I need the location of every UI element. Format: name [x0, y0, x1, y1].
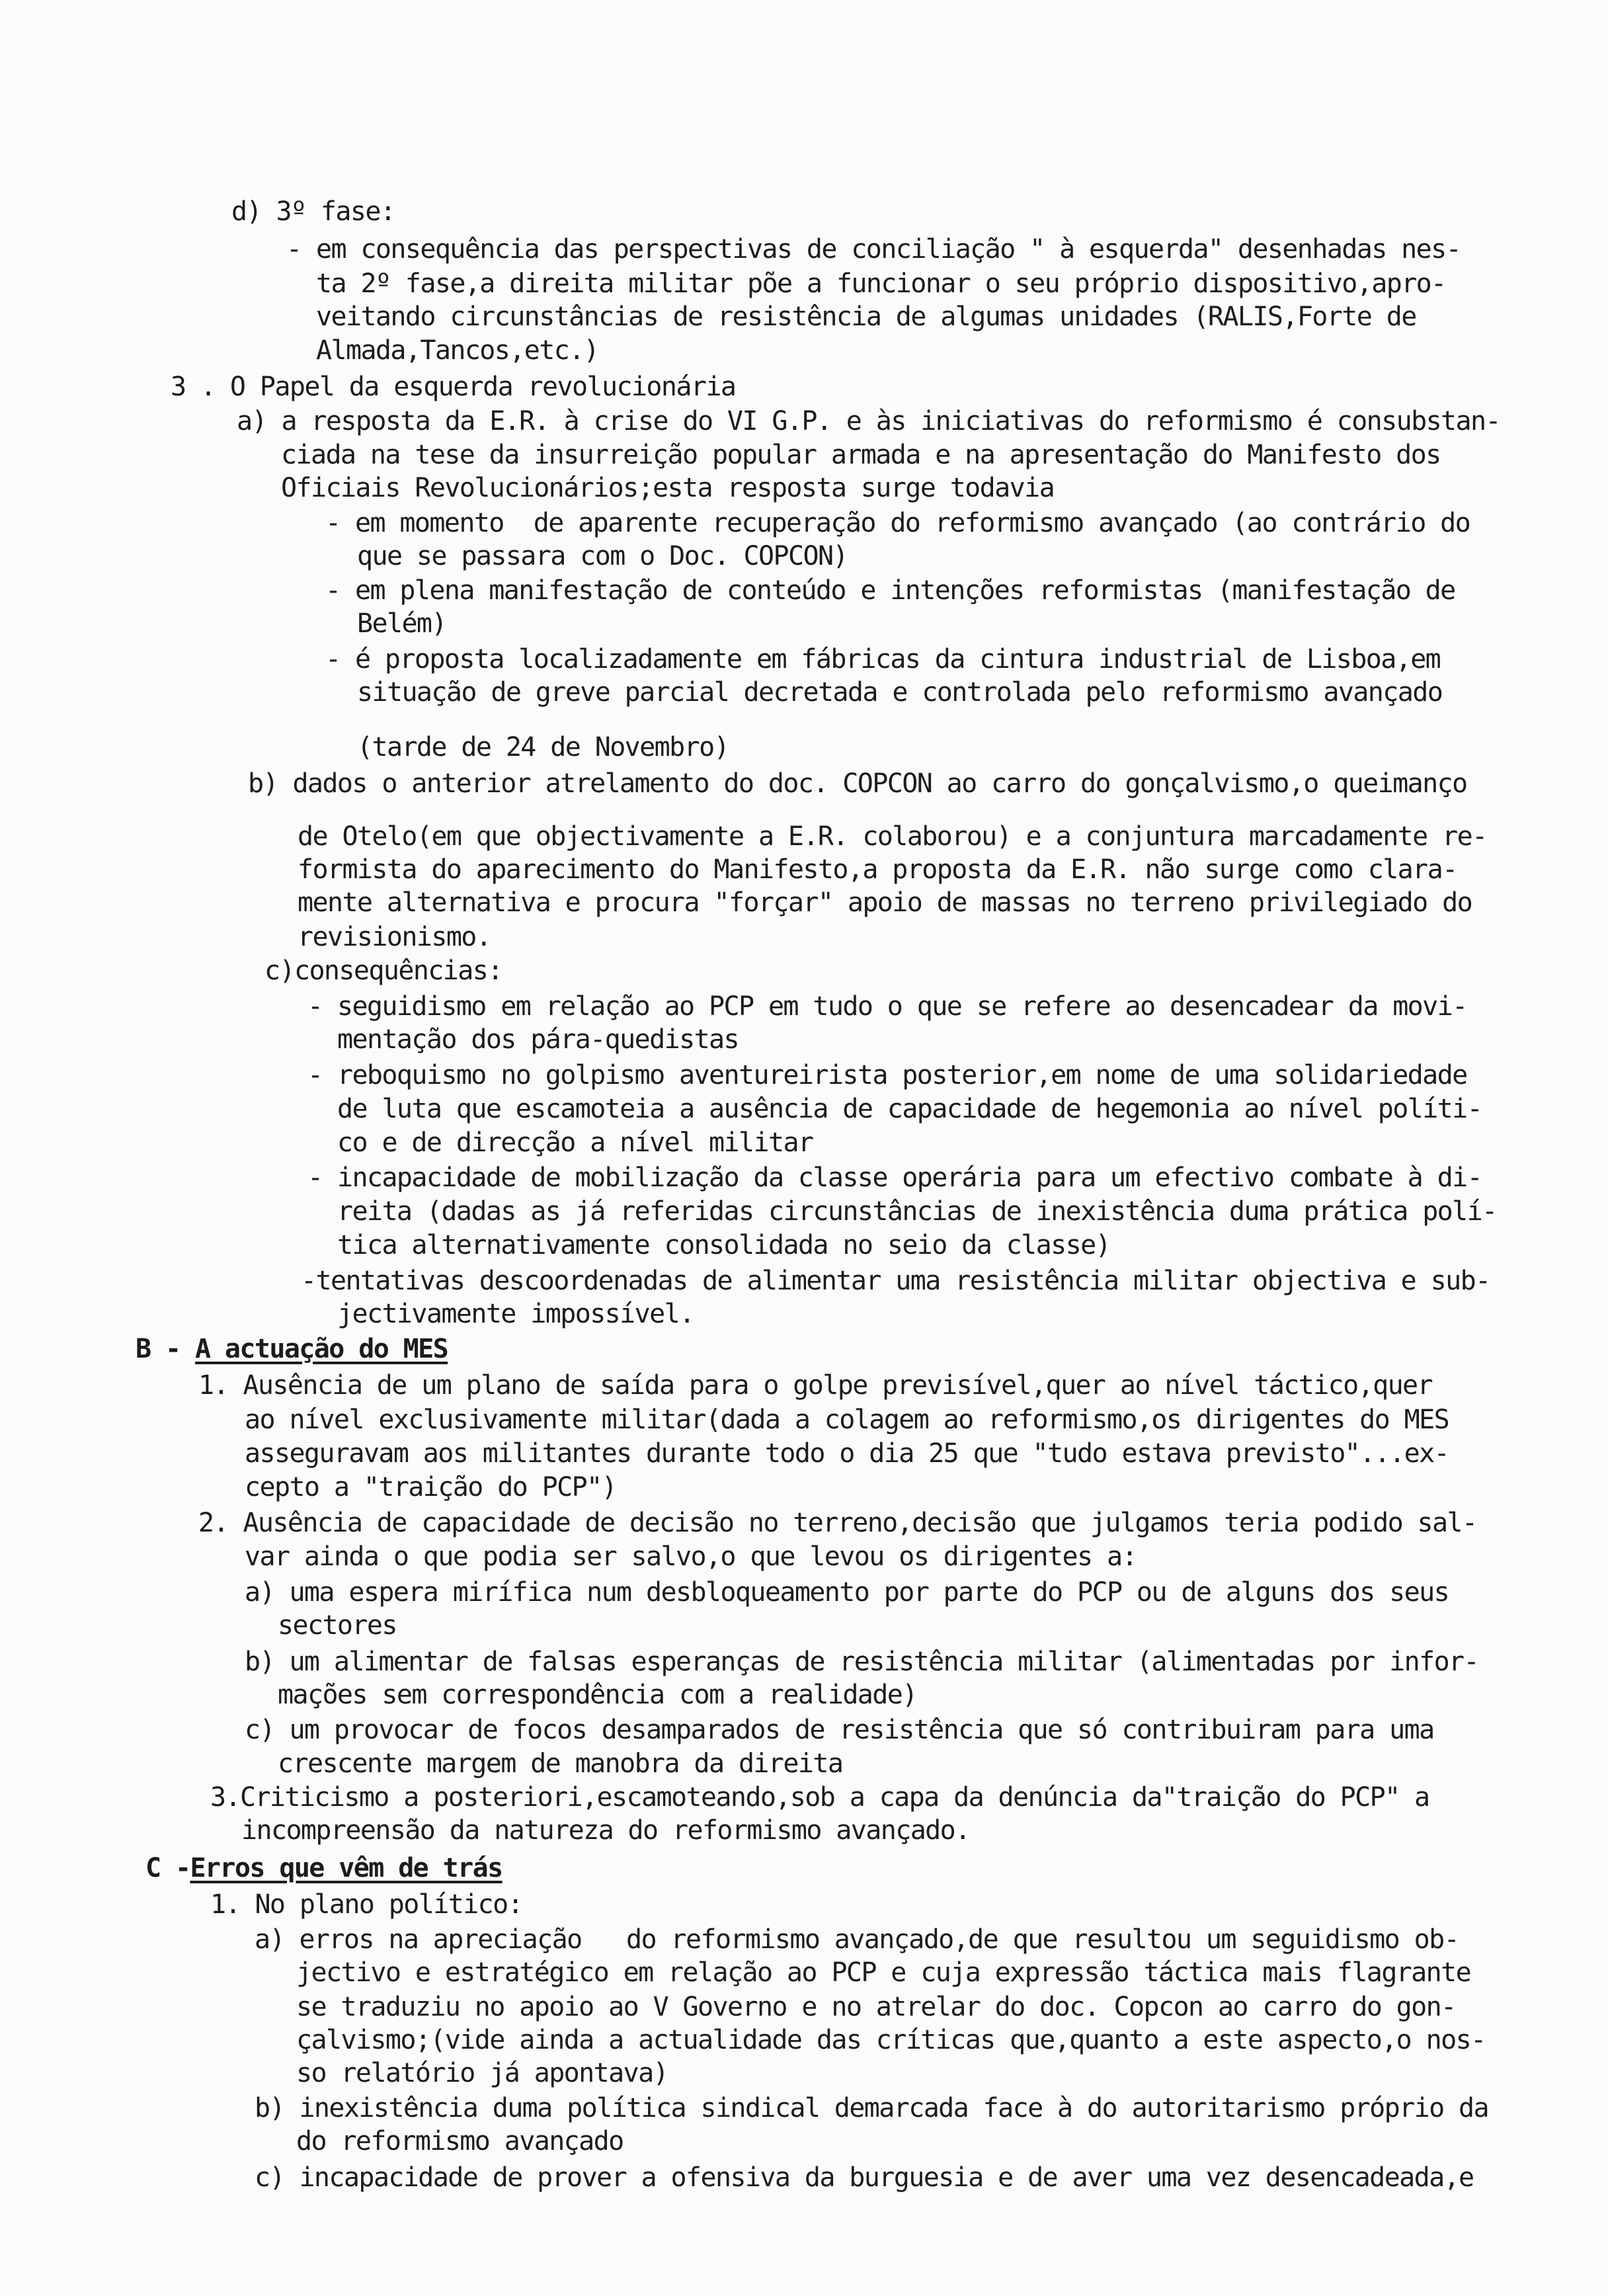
- section-b-heading: B - A actuação do MES: [136, 1334, 448, 1364]
- text-line: asseguravam aos militantes durante todo o dia 25 que "tudo estava previsto"...ex-: [245, 1438, 1449, 1469]
- text-line: ta 2º fase,a direita militar põe a funcionar o seu próprio dispositivo,apro-: [316, 268, 1446, 299]
- text-line: mente alternativa e procura "forçar" apoio de massas no terreno privilegiado do: [298, 887, 1472, 918]
- text-line: revisionismo.: [298, 922, 491, 952]
- text-line: tica alternativamente consolidada no seio da classe): [337, 1230, 1111, 1260]
- text-line: jectivo e estratégico em relação ao PCP e cuja expressão táctica mais flagrante: [296, 1957, 1471, 1988]
- text-line: a) erros na apreciação do reformismo avançado,de que resultou um seguidismo ob-: [255, 1924, 1459, 1955]
- text-line: ao nível exclusivamente militar(dada a colagem ao reformismo,os dirigentes do MES: [245, 1405, 1449, 1435]
- text-line: 3.Criticismo a posteriori,escamoteando,sob a capa da denúncia da"traição do PCP" a: [210, 1782, 1429, 1813]
- text-line: se traduziu no apoio ao V Governo e no atrelar do doc. Copcon ao carro do gon-: [296, 1992, 1456, 2022]
- text-line: -tentativas descoordenadas de alimentar uma resistência militar objectiva e sub-: [301, 1266, 1490, 1296]
- text-line: veitando circunstâncias de resistência de algumas unidades (RALIS,Forte de: [316, 302, 1416, 332]
- text-line: crescente margem de manobra da direita: [278, 1748, 843, 1779]
- text-line: - seguidismo em relação ao PCP em tudo o que se refere ao desencadear da movi-: [307, 991, 1467, 1022]
- section-3-heading: 3 . O Papel da esquerda revolucionária: [171, 372, 736, 402]
- text-line: formista do aparecimento do Manifesto,a proposta da E.R. não surge como clara-: [298, 854, 1457, 885]
- text-line: çalvismo;(vide ainda a actualidade das críticas que,quanto a este aspecto,o nos-: [296, 2025, 1486, 2055]
- text-line: (tarde de 24 de Novembro): [357, 732, 729, 762]
- text-line: c) incapacidade de prover a ofensiva da burguesia e de aver uma vez desencadeada,e: [255, 2162, 1474, 2193]
- text-line: - em consequência das perspectivas de conciliação " à esquerda" desenhadas nes-: [286, 234, 1461, 265]
- text-line: 1. Ausência de um plano de saída para o golpe previsível,quer ao nível táctico,quer: [198, 1370, 1433, 1401]
- text-line: - é proposta localizadamente em fábricas da cintura industrial de Lisboa,em: [325, 644, 1441, 675]
- text-line: b) inexistência duma política sindical demarcada face à do autoritarismo próprio da: [255, 2093, 1489, 2123]
- text-line: c) um provocar de focos desamparados de resistência que só contribuiram para uma: [245, 1715, 1434, 1745]
- text-line: de Otelo(em que objectivamente a E.R. colaborou) e a conjuntura marcadamente re-: [298, 821, 1487, 852]
- text-line: a) uma espera mirífica num desbloqueamento por parte do PCP ou de alguns dos seus: [245, 1577, 1449, 1608]
- text-line: que se passara com o Doc. COPCON): [357, 541, 848, 571]
- text-line: Almada,Tancos,etc.): [316, 335, 599, 366]
- text-line: cepto a "traição do PCP"): [245, 1472, 617, 1502]
- text-line: a) a resposta da E.R. à crise do VI G.P. e às iniciativas do reformismo é consubstan-: [237, 406, 1500, 436]
- text-line: - reboquismo no golpismo aventureirista posterior,em nome de uma solidariedade: [307, 1060, 1467, 1090]
- text-line: mentação dos pára-quedistas: [337, 1024, 739, 1055]
- text-line: Oficiais Revolucionários;esta resposta surge todavia: [281, 473, 1055, 503]
- text-line: 1. No plano político:: [210, 1889, 523, 1920]
- text-line: - em momento de aparente recuperação do reformismo avançado (ao contrário do: [325, 508, 1470, 538]
- text-line: var ainda o que podia ser salvo,o que levou os dirigentes a:: [245, 1541, 1137, 1572]
- text-line: mações sem correspondência com a realidade): [278, 1680, 917, 1710]
- text-line: sectores: [278, 1610, 397, 1641]
- text-line: c)consequências:: [264, 956, 502, 986]
- text-line: so relatório já apontava): [296, 2058, 668, 2088]
- section-c-heading: C -Erros que vêm de trás: [145, 1853, 502, 1883]
- item-d-heading: d) 3º fase:: [231, 196, 395, 227]
- text-line: situação de greve parcial decretada e controlada pelo reformismo avançado: [357, 677, 1443, 708]
- text-line: incompreensão da natureza do reformismo avançado.: [241, 1815, 970, 1846]
- text-line: jectivamente impossível.: [337, 1299, 694, 1329]
- text-line: Belém): [357, 608, 446, 639]
- text-line: do reformismo avançado: [296, 2126, 623, 2156]
- text-line: - em plena manifestação de conteúdo e intenções reformistas (manifestação de: [325, 575, 1455, 606]
- text-line: b) um alimentar de falsas esperanças de resistência militar (alimentadas por infor-: [245, 1647, 1479, 1677]
- text-line: de luta que escamoteia a ausência de capacidade de hegemonia ao nível políti-: [337, 1094, 1482, 1124]
- text-line: 2. Ausência de capacidade de decisão no terreno,decisão que julgamos teria podido sal-: [198, 1508, 1477, 1538]
- text-line: reita (dadas as já referidas circunstâncias de inexistência duma prática polí-: [337, 1196, 1497, 1227]
- text-line: b) dados o anterior atrelamento do doc. COPCON ao carro do gonçalvismo,o queimanço: [248, 768, 1467, 799]
- text-line: - incapacidade de mobilização da classe operária para um efectivo combate à di-: [307, 1163, 1482, 1193]
- text-line: co e de direcção a nível militar: [337, 1128, 813, 1158]
- text-line: ciada na tese da insurreição popular armada e na apresentação do Manifesto dos: [281, 440, 1441, 470]
